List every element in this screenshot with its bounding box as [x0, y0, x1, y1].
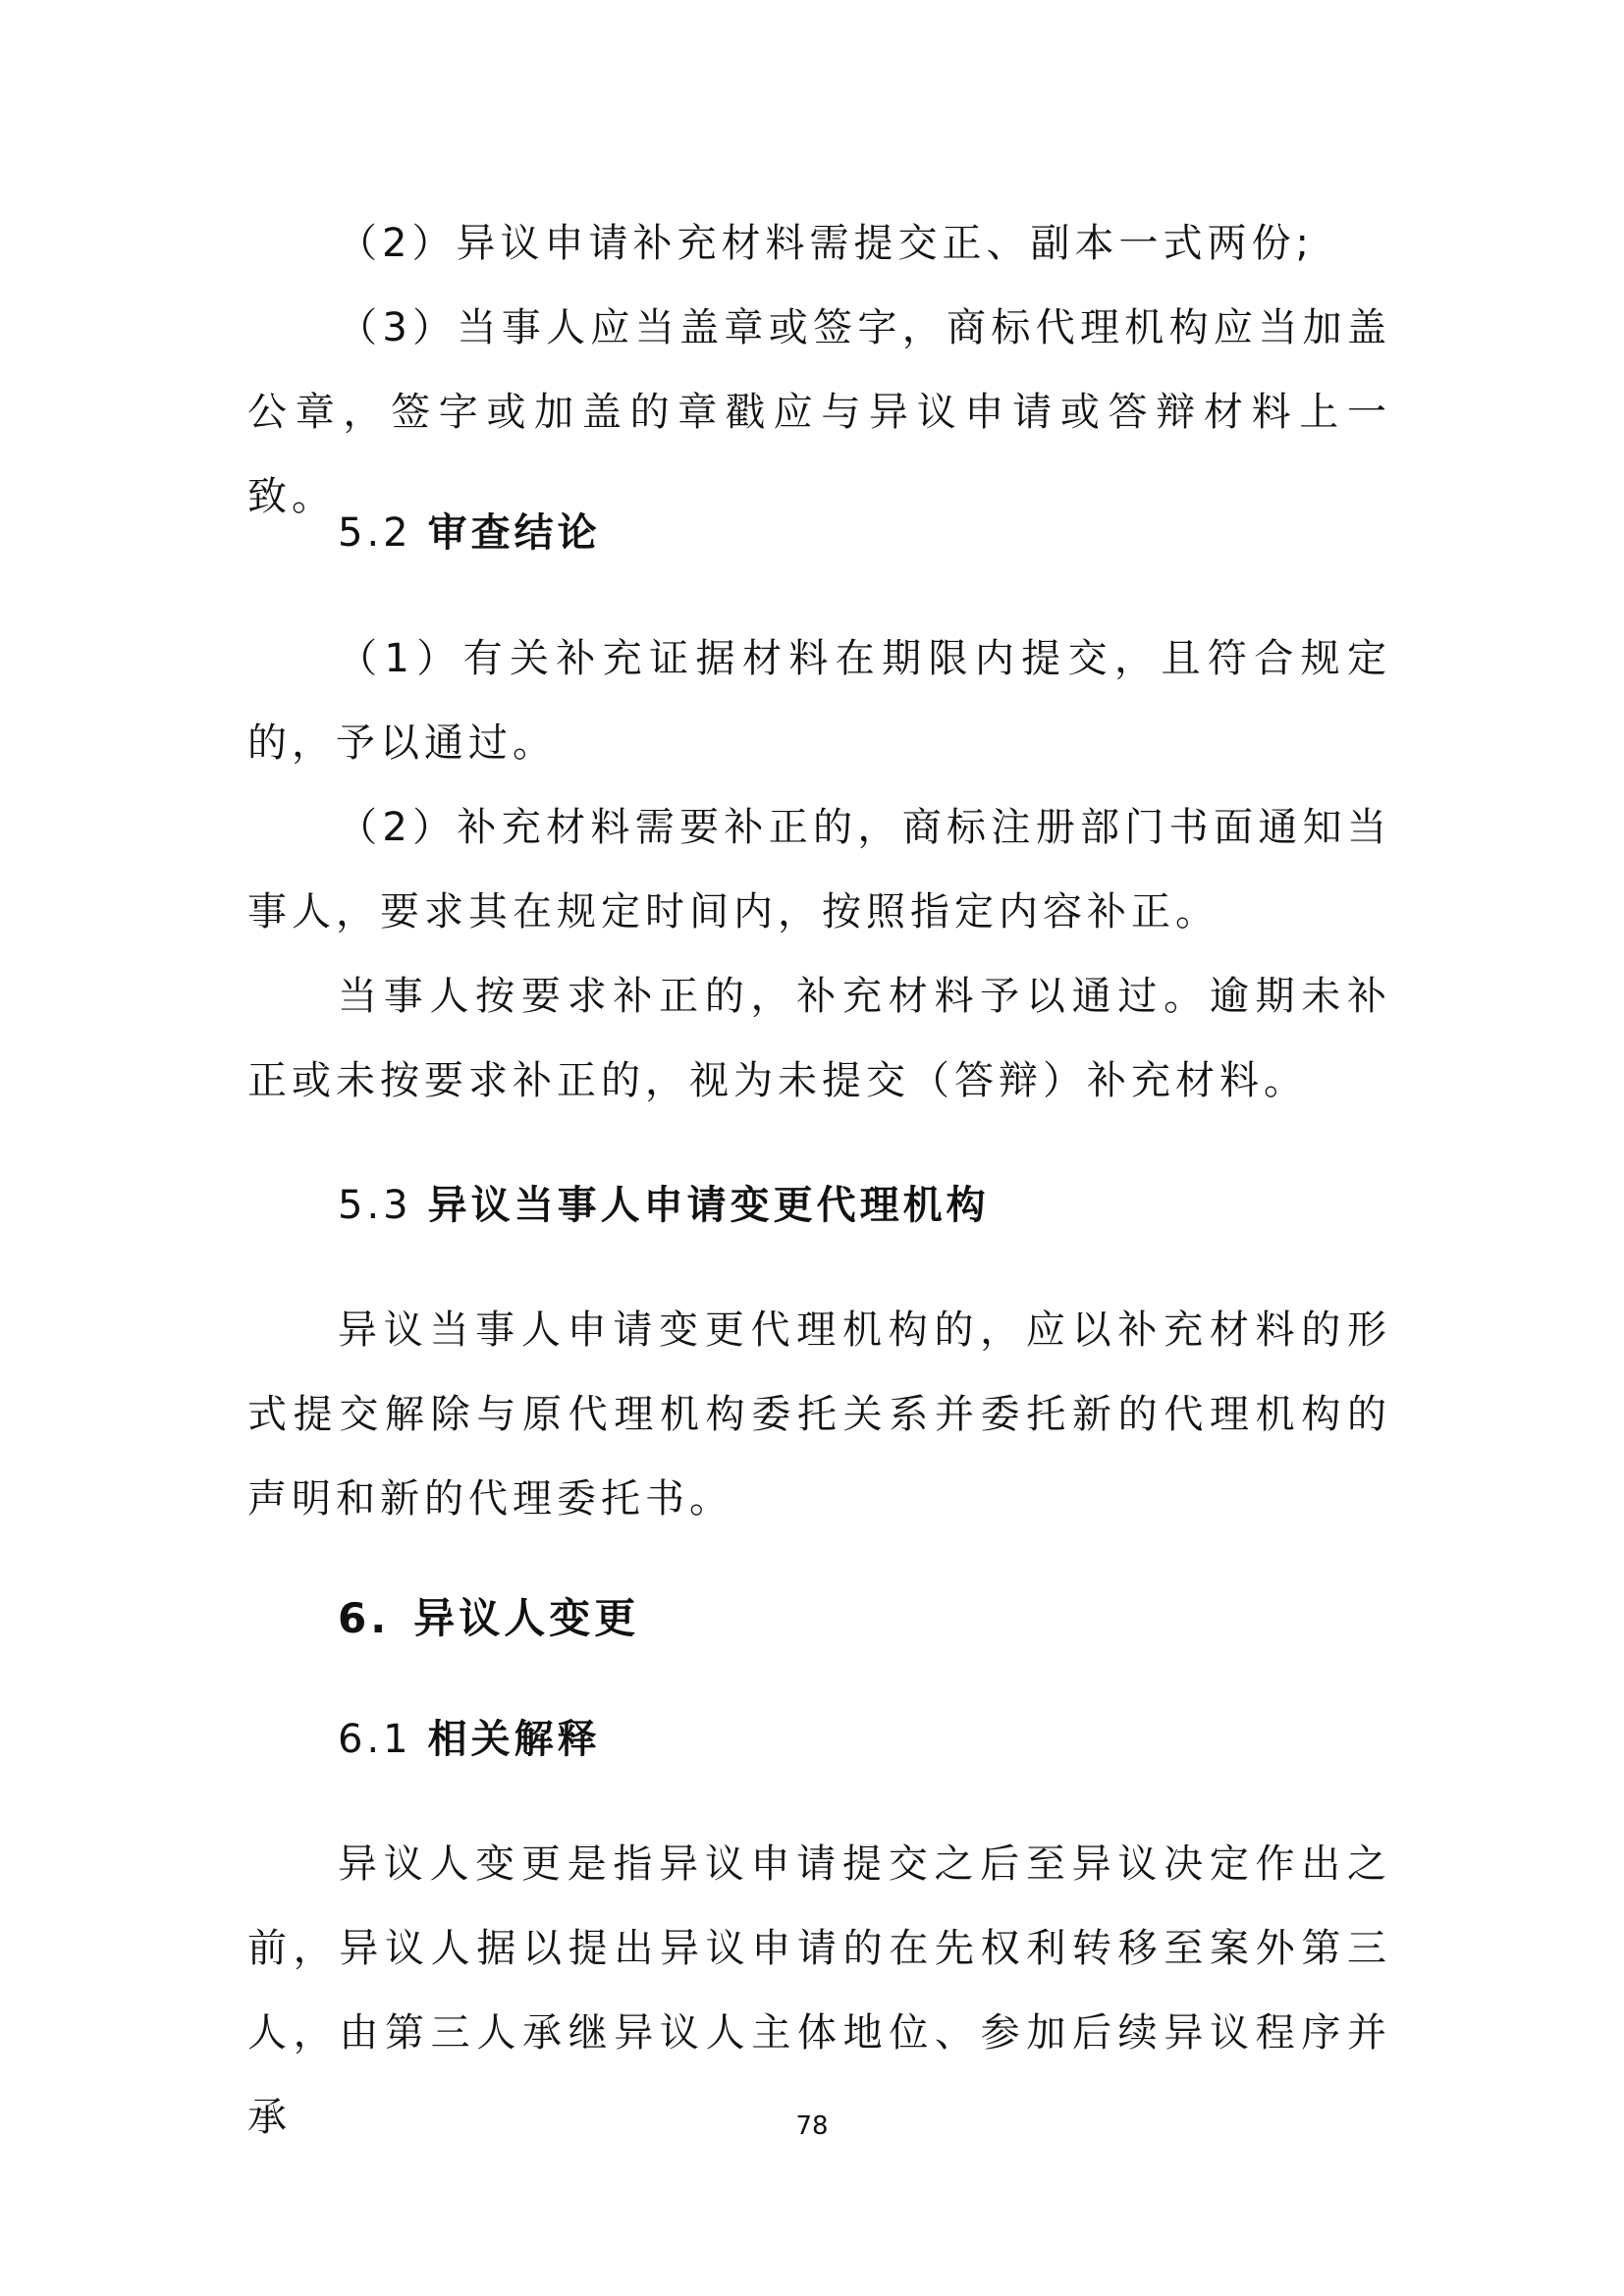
section-number: 5.3 — [338, 1183, 412, 1228]
paragraph-correction-notice: （2）补充材料需要补正的，商标注册部门书面通知当事人，要求其在规定时间内，按照指定内容补正。 — [247, 805, 1391, 934]
section-title: 审查结论 — [427, 510, 601, 556]
section-heading-5-2 — [247, 504, 1391, 562]
section-number: 6.1 — [338, 1717, 412, 1762]
paragraph-seal-signature: （3）当事人应当盖章或签字，商标代理机构应当加盖公章，签字或加盖的章戳应与异议申请或答辩材料上一致。 — [247, 305, 1391, 519]
section-number: 5.2 — [338, 510, 412, 556]
paragraph-agency-change: 异议当事人申请变更代理机构的，应以补充材料的形式提交解除与原代理机构委托关系并委托新的代理机构的声明和新的代理委托书。 — [247, 1308, 1391, 1522]
chapter-title: 异议人变更 — [413, 1594, 640, 1642]
section-title: 异议当事人申请变更代理机构 — [427, 1183, 990, 1228]
paragraph-opponent-change-definition: 异议人变更是指异议申请提交之后至异议决定作出之前，异议人据以提出异议申请的在先权利转移至案外第三人，由第三人承继异议人主体地位、参加后续异议程序并承 — [247, 1842, 1391, 2140]
section-heading-6-1 — [247, 1710, 1391, 1769]
paragraph-evidence-in-time: （1）有关补充证据材料在期限内提交，且符合规定的，予以通过。 — [247, 636, 1391, 766]
section-title: 相关解释 — [427, 1717, 601, 1762]
paragraph-correction-result: 当事人按要求补正的，补充材料予以通过。逾期未补正或未按要求补正的，视为未提交（答辩）补充材料。 — [247, 974, 1391, 1103]
section-heading-5-3 — [247, 1176, 1391, 1235]
page-number: 78 — [795, 2111, 829, 2141]
chapter-heading-6 — [247, 1589, 1391, 1648]
paragraph-supplement-copies: （2）异议申请补充材料需提交正、副本一式两份; — [338, 221, 1314, 266]
chapter-number: 6. — [338, 1594, 391, 1642]
